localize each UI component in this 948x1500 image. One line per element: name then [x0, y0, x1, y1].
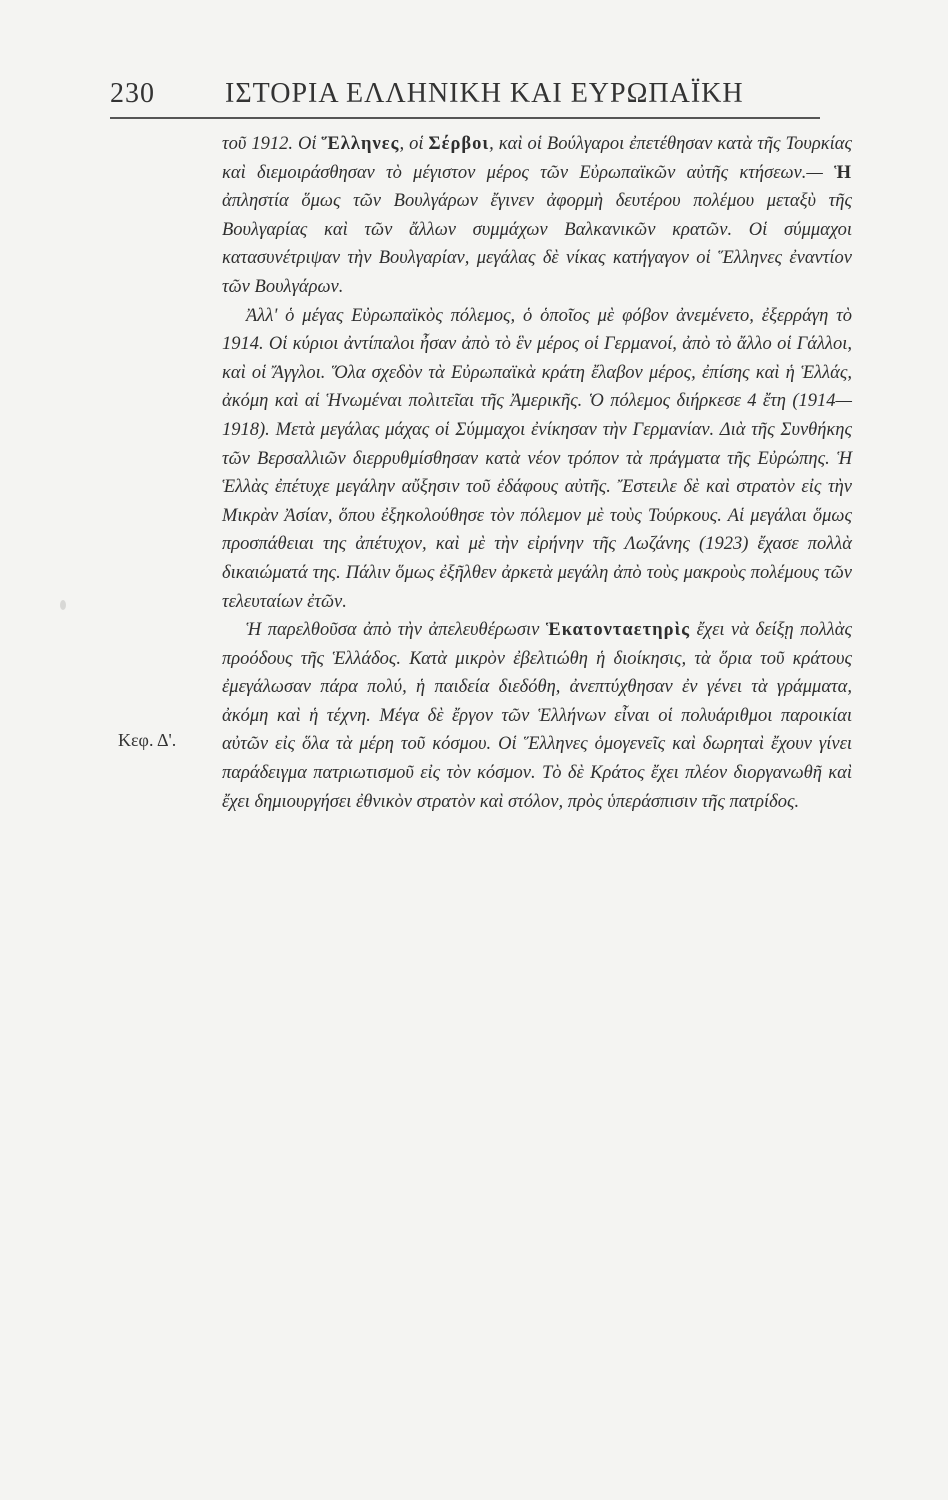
body-text — [222, 130, 852, 816]
bold-term: Σέρβοι — [428, 134, 490, 154]
running-title: ΙΣΤΟΡΙΑ ΕΛΛΗΝΙΚΗ ΚΑΙ ΕΥΡΩΠΑΪΚΗ — [225, 78, 744, 109]
header-rule — [110, 117, 820, 119]
text-run: Ἀλλ' ὁ μέγας Εὐρωπαϊκὸς πόλεμος, ὁ ὁποῖος μὲ φόβον ἀνεμένετο, ἐξερράγη τὸ 1914. Οἱ κύριοι ἀντίπαλοι ἦσαν ἀπὸ τὸ ἓν μέρος οἱ Γερμανοί, ἀπὸ τὸ ἄλλο οἱ Γάλλοι, καὶ οἱ Ἄγγλοι. Ὅλα σχεδὸν τὰ Εὐρωπαϊκὰ κράτη ἔλαβον μέρος, ἐπίσης καὶ ἡ Ἑλλάς, ἀκόμη καὶ αἱ Ἡνωμέναι πολιτεῖαι τῆς Ἀμερικῆς. Ὁ πόλεμος διήρκεσε 4 ἔτη (1914—1918). Μετὰ μεγάλας μάχας οἱ Σύμμαχοι ἐνίκησαν τὴν Γερμανίαν. Διὰ τῆς Συνθήκης τῶν Βερσαλλιῶν διερρυθμίσθησαν κατὰ νέον τρόπον τὰ πράγματα τῆς Εὐρώπης. Ἡ Ἑλλὰς ἐπέτυχε μεγάλην αὔξησιν τοῦ ἐδάφους αὐτῆς. Ἔστειλε δὲ καὶ στρατὸν εἰς τὴν Μικρὰν Ἀσίαν, ὅπου ἐξηκολούθησε τὸν πόλεμον μὲ τοὺς Τούρκους. Αἱ μεγάλαι ὅμως προσπάθειαι της ἀπέτυχον, καὶ μὲ τὴν εἰρήνην τῆς Λωζάνης (1923) ἔχασε πολλὰ δικαιώματά της. Πάλιν ὅμως ἐξῆλθεν ἀρκετὰ μεγάλη ἀπὸ τοὺς μακροὺς πολέμους τῶν τελευταίων ἐτῶν. — [222, 305, 852, 612]
bold-term: Ἡ — [834, 162, 852, 183]
text-run: ἔχει νὰ δείξῃ πολλὰς προόδους τῆς Ἑλλάδος. Κατὰ μικρὸν ἐβελτιώθη ἡ διοίκησις, τὰ ὅρια τοῦ κράτους ἐμεγάλωσαν πάρα πολύ, ἡ παιδεία διεδόθη, ἀνεπτύχθησαν ἐν γένει τὰ γράμματα, ἀκόμη καὶ ἡ τέχνη. Μέγα δὲ ἔργον τῶν Ἑλλήνων εἶναι οἱ πολυάριθμοι παροικίαι αὐτῶν εἰς ὅλα τὰ μέρη τοῦ κόσμου. Οἱ Ἕλληνες ὁμογενεῖς καὶ δωρηταὶ ἔχουν γίνει παράδειγμα πατριωτισμοῦ εἰς τὸν κόσμον. Τὸ δὲ Κράτος ἔχει πλέον διοργανωθῆ καὶ ἔχει δημιουργήσει ἐθνικὸν στρατὸν καὶ στόλον, πρὸς ὑπεράσπισιν τῆς πατρίδος. — [222, 620, 852, 812]
running-header — [110, 78, 820, 118]
text-run: , καὶ οἱ Βούλγαροι ἐπετέθησαν κατὰ τῆς Τουρκίας καὶ διεμοιράσθησαν τὸ μέγιστον μέρος τῶν Εὐρωπαϊκῶν αὐτῆς κτήσεων.— — [222, 134, 852, 183]
paragraph — [222, 616, 852, 816]
text-run: , οἱ — [399, 134, 429, 154]
bold-term: Ἕλληνες — [321, 134, 400, 154]
text-run: τοῦ 1912. Οἱ — [222, 134, 322, 154]
paragraph — [222, 302, 852, 617]
page-number: 230 — [110, 78, 155, 109]
text-run: ἀπληστία ὅμως τῶν Βουλγάρων ἔγινεν ἀφορμὴ δευτέρου πολέμου μεταξὺ τῆς Βουλγαρίας καὶ τῶν ἄλλων συμμάχων Βαλκανικῶν κρατῶν. Οἱ σύμμαχοι κατασυνέτριψαν τὴν Βουλγαρίαν, μεγάλας δὲ νίκας κατήγαγον οἱ Ἕλληνες ἐναντίον τῶν Βουλγάρων. — [222, 191, 852, 297]
bold-term: Ἑκατονταετηρὶς — [545, 620, 691, 641]
text-run: Ἡ παρελθοῦσα ἀπὸ τὴν ἀπελευθέρωσιν — [246, 620, 546, 641]
margin-note: Κεφ. Δ'. — [118, 730, 177, 750]
paper-speck — [60, 600, 66, 610]
paragraph — [222, 130, 852, 302]
